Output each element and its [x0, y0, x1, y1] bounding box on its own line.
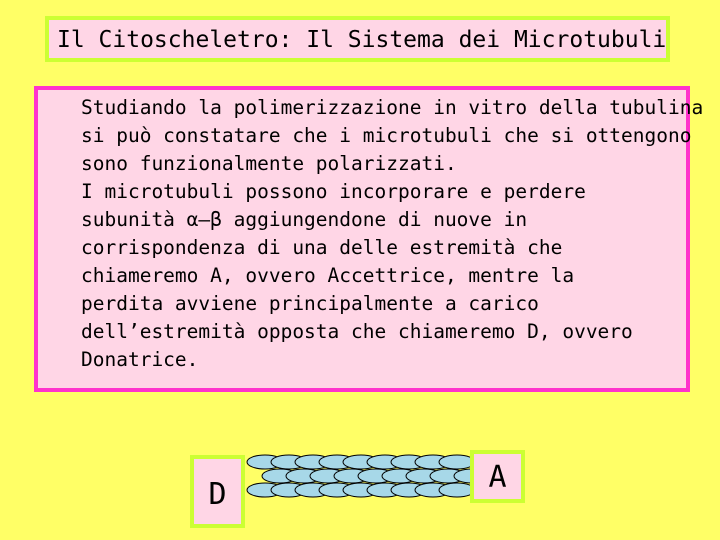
body-line: subunità α–β aggiungendone di nuove in [81, 208, 528, 231]
body-line: Studiando la polimerizzazione in vitro della tubulina [81, 96, 704, 119]
acceptor-end-label [470, 450, 525, 503]
body-line: perdita avviene principalmente a carico [81, 292, 539, 315]
body-line: si può constatare che i microtubuli che si ottengono [81, 124, 692, 147]
body-line: Donatrice. [81, 348, 199, 371]
body-line: I microtubuli possono incorporare e perdere [81, 180, 586, 203]
acceptor-end-letter: A [488, 460, 507, 495]
page-title: Il Citoscheletro: Il Sistema dei Microtubuli [57, 27, 667, 53]
body-line: sono funzionalmente polarizzati. [81, 152, 457, 175]
donor-end-letter: D [208, 477, 227, 512]
body-line: corrispondenza di una delle estremità che [81, 236, 563, 259]
donor-end-label [190, 455, 245, 528]
body-line: chiameremo A, ovvero Accettrice, mentre la [81, 264, 575, 287]
body-line: dell’estremità opposta che chiameremo D, ovvero [81, 320, 633, 343]
